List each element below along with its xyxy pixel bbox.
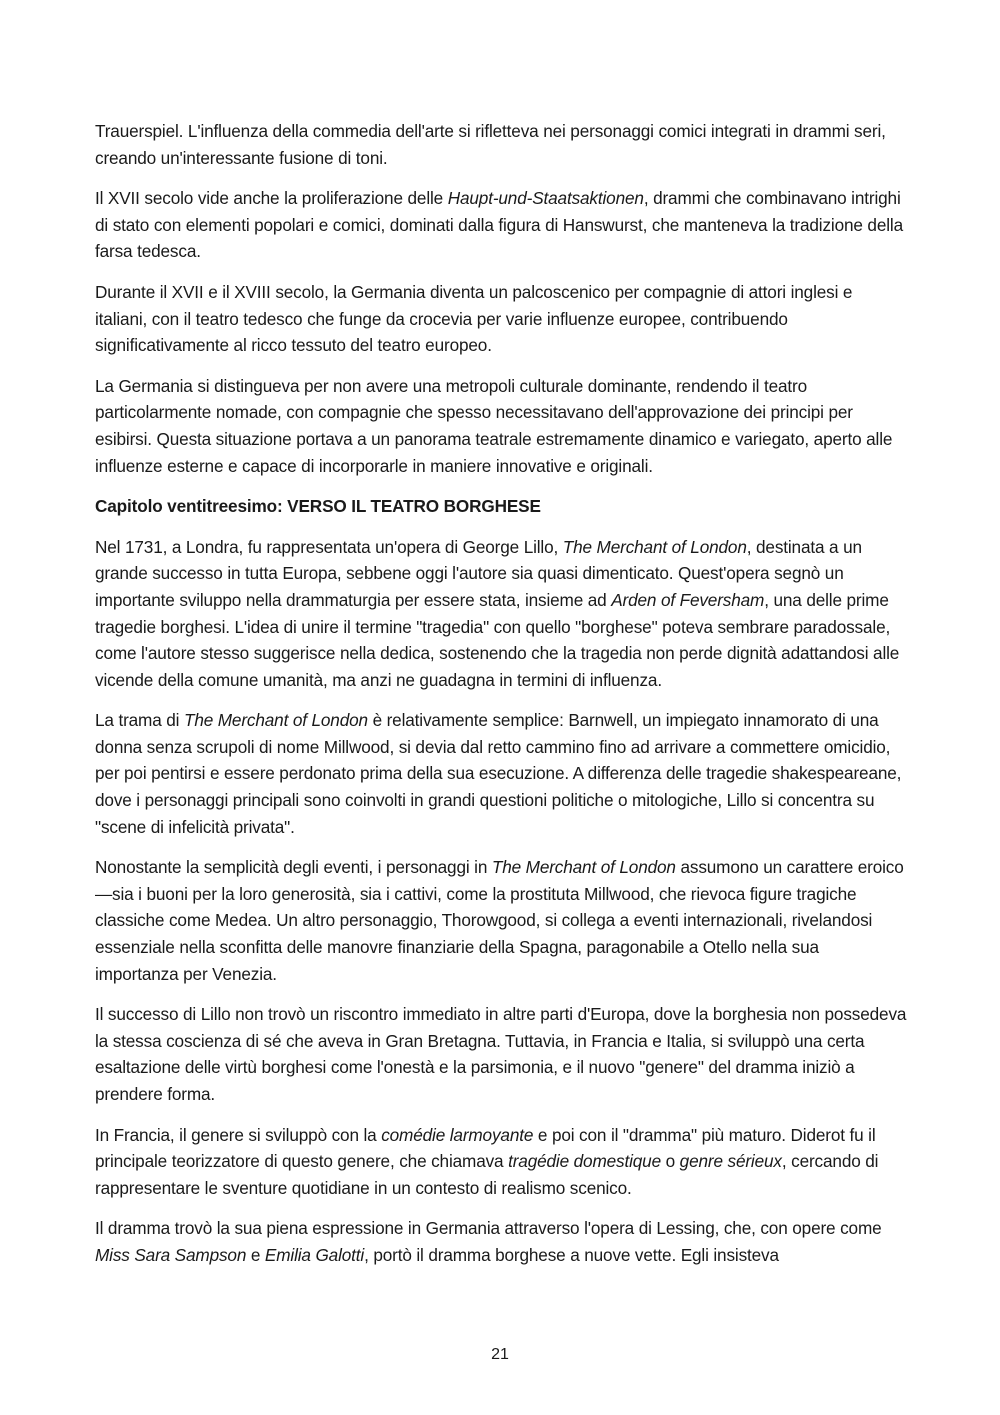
chapter-heading: Capitolo ventitreesimo: VERSO IL TEATRO BORGHESE — [95, 496, 541, 517]
italic-term: comédie larmoyante — [381, 1124, 534, 1145]
italic-title: Haupt-und-Staatsaktionen — [447, 188, 644, 209]
paragraph: La trama di The Merchant of London è relativamente semplice: Barnwell, un impiegato innamorato di una donna senza scrupoli di nome Millwood, si devia dal retto cammino fino ad arrivare a commettere omicidio, per poi pentirsi e essere perdonato prima della sua esecuzione. A differenza delle tragedie shakespeareane, dove i personaggi principali sono coinvolti in grandi questioni politiche o mitologiche, Lillo si concentra su "scene di infelicità privata". — [95, 710, 902, 837]
paragraph: Nonostante la semplicità degli eventi, i personaggi in The Merchant of London assumono un carattere eroico—sia i buoni per la loro generosità, sia i cattivi, come la prostituta Millwood, che rievoca figure tragiche classiche come Medea. Un altro personaggio, Thorowgood, si collega a eventi internazionali, rivelandosi essenziale nella sconfitta delle manovre finanziarie della Spagna, paragonabile a Otello nella sua importanza per Venezia. — [95, 857, 904, 984]
italic-title: Emilia Galotti — [264, 1244, 365, 1265]
italic-term: genre sérieux — [679, 1151, 782, 1172]
italic-title: Arden of Feversham — [611, 589, 765, 610]
paragraph: Durante il XVII e il XVIII secolo, la Germania diventa un palcoscenico per compagnie di attori inglesi e italiani, con il teatro tedesco che funge da crocevia per varie influenze europee, contribuendo significativamente al ricco tessuto del teatro europeo. — [95, 281, 853, 356]
body-text — [95, 118, 907, 1283]
italic-title: The Merchant of London — [491, 857, 676, 878]
paragraph: Il successo di Lillo non trovò un riscontro immediato in altre parti d'Europa, dove la borghesia non possedeva la stessa coscienza di sé che aveva in Gran Bretagna. Tuttavia, in Francia e Italia, si sviluppò una certa esaltazione delle virtù borghesi come l'onestà e la parsimonia, e il nuovo "genere" del dramma iniziò a prendere forma. — [95, 1004, 907, 1104]
paragraph: Trauerspiel. L'influenza della commedia dell'arte si rifletteva nei personaggi comici integrati in drammi seri, creando un'interessante fusione di toni. — [95, 121, 886, 168]
paragraph: La Germania si distingueva per non avere una metropoli culturale dominante, rendendo il teatro particolarmente nomade, con compagnie che spesso necessitavano dell'approvazione dei principi per esibirsi. Questa situazione portava a un panorama teatrale estremamente dinamico e variegato, aperto alle influenze esterne e capace di incorporarle in maniere innovative e originali. — [95, 375, 893, 476]
page-number: 21 — [491, 1346, 509, 1363]
italic-title: The Merchant of London — [183, 710, 368, 731]
italic-term: tragédie domestique — [508, 1151, 661, 1172]
paragraph: Il XVII secolo vide anche la proliferazione delle Haupt-und-Staatsaktionen, drammi che combinavano intrighi di stato con elementi popolari e comici, dominati dalla figura di Hanswurst, che manteneva la tradizione della farsa tedesca. — [95, 188, 903, 262]
paragraph: Il dramma trovò la sua piena espressione in Germania attraverso l'opera di Lessing, che, con opere come Miss Sara Sampson e Emilia Galotti, portò il dramma borghese a nuove vette. Egli insisteva — [95, 1218, 882, 1265]
paragraph: Nel 1731, a Londra, fu rappresentata un'opera di George Lillo, The Merchant of London, destinata a un grande successo in tutta Europa, sebbene oggi l'autore sia quasi dimenticato. Quest'opera segnò un importante sviluppo nella drammaturgia per essere stata, insieme ad Arden of Feversham, una delle prime tragedie borghesi. L'idea di unire il termine "tragedia" con quello "borghese" poteva sembrare paradossale, come l'autore stesso suggerisce nella dedica, sostenendo che la tragedia non perde dignità adattandosi alle vicende della comune umanità, ma anzi ne guadagna in termini di influenza. — [95, 536, 900, 690]
italic-title: Miss Sara Sampson — [95, 1244, 247, 1265]
paragraph: In Francia, il genere si sviluppò con la comédie larmoyante e poi con il "dramma" più maturo. Diderot fu il principale teorizzatore di questo genere, che chiamava tragédie domestique o genre sérieux, cercando di rappresentare le sventure quotidiane in un contesto di realismo scenico. — [95, 1124, 879, 1198]
italic-title: The Merchant of London — [562, 536, 747, 557]
